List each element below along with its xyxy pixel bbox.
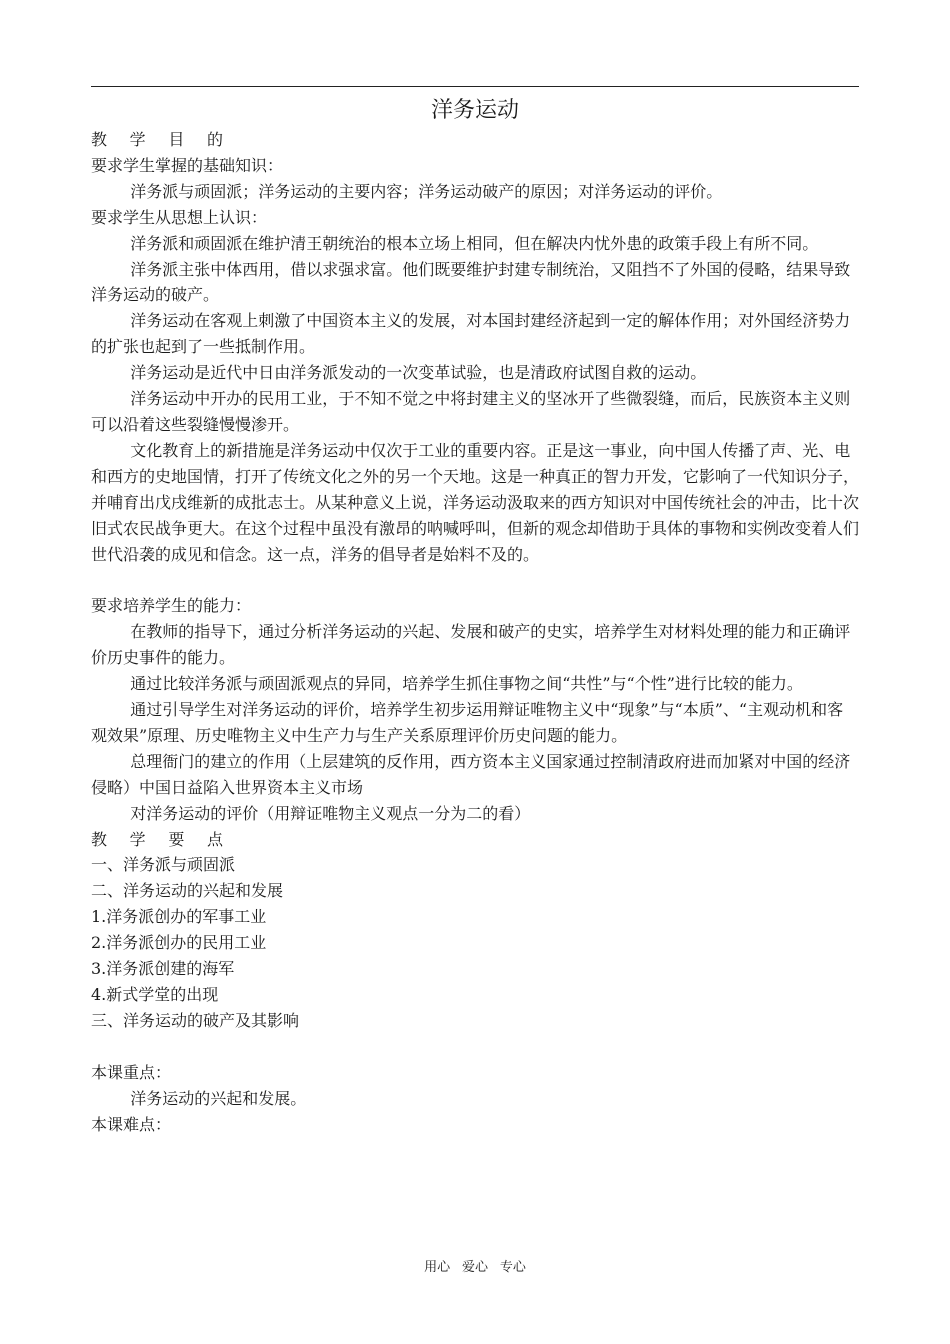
difficulty-heading: 本课难点：: [91, 1114, 172, 1134]
knowledge-heading: 要求学生掌握的基础知识：: [91, 155, 284, 175]
header-rule: [91, 86, 859, 87]
thought-paragraph: 文化教育上的新措施是洋务运动中仅次于工业的重要内容。正是这一事业，向中国人传播了声、光、电和西方的史地国情，打开了传统文化之外的另一个天地。这是一种真正的智力开发，它影响了一代知识分子，并哺育出戊戌维新的成批志士。从某种意义上说，洋务运动汲取来的西方知识对中国传统社会的冲击，比十次旧式农民战争更大。在这个过程中虽没有激昂的呐喊呼叫，但新的观念却借助于具体的事物和实例改变着人们世代沿袭的成见和信念。这一点，洋务的倡导者是始料不及的。: [91, 440, 860, 564]
point-item: 一、洋务派与顽固派: [91, 855, 236, 875]
paragraph-gap: [91, 1034, 859, 1060]
knowledge-text: 洋务派与顽固派；洋务运动的主要内容；洋务运动破产的原因；对洋务运动的评价。: [130, 181, 723, 201]
ability-paragraph: 通过引导学生对洋务运动的评价，培养学生初步运用辩证唯物主义中“现象”与“本质”、“主观动机和客观效果”原理、历史唯物主义中生产力与生产关系原理评价历史问题的能力。: [91, 700, 844, 745]
goals-heading: 教 学 目 的: [91, 130, 232, 149]
point-item: 4.新式学堂的出现: [91, 985, 219, 1004]
paragraph-gap: [91, 567, 859, 593]
thought-paragraph: 洋务派主张中体西用，借以求强求富。他们既要维护封建专制统治，又阻挡不了外国的侵略，结果导致洋务运动的破产。: [91, 259, 851, 305]
page-title: 洋务运动: [430, 98, 519, 123]
ability-heading: 要求培养学生的能力：: [91, 596, 252, 616]
document-body: [91, 127, 859, 1138]
key-heading: 本课重点：: [91, 1062, 172, 1082]
thought-heading: 要求学生从思想上认识：: [91, 207, 268, 227]
point-item: 二、洋务运动的兴起和发展: [91, 881, 284, 901]
ability-paragraph: 总理衙门的建立的作用（上层建筑的反作用，西方资本主义国家通过控制清政府进而加紧对中国的经济侵略）中国日益陷入世界资本主义市场: [91, 751, 851, 797]
thought-paragraph: 洋务运动中开办的民用工业，于不知不觉之中将封建主义的坚冰开了些微裂缝，而后，民族资本主义则可以沿着这些裂缝慢慢渗开。: [91, 389, 851, 434]
thought-paragraph: 洋务运动是近代中日由洋务派发动的一次变革试验，也是清政府试图自救的运动。: [130, 363, 707, 383]
page-footer: 用心 爱心 专心: [424, 1260, 526, 1275]
point-item: 2.洋务派创办的民用工业: [91, 933, 267, 953]
ability-paragraph: 在教师的指导下，通过分析洋务运动的兴起、发展和破产的史实，培养学生对材料处理的能力和正确评价历史事件的能力。: [91, 622, 851, 668]
thought-paragraph: 洋务派和顽固派在维护清王朝统治的根本立场上相同，但在解决内忧外患的政策手段上有所不同。: [130, 233, 819, 253]
ability-paragraph: 对洋务运动的评价（用辩证唯物主义观点一分为二的看）: [130, 803, 531, 823]
point-item: 1.洋务派创办的军事工业: [91, 907, 267, 927]
ability-paragraph: 通过比较洋务派与顽固派观点的异同，培养学生抓住事物之间“共性”与“个性”进行比较的能力。: [130, 674, 803, 694]
points-heading: 教 学 要 点: [91, 829, 232, 849]
point-item: 三、洋务运动的破产及其影响: [91, 1010, 300, 1030]
point-item: 3.洋务派创建的海军: [91, 959, 235, 979]
thought-paragraph: 洋务运动在客观上刺激了中国资本主义的发展，对本国封建经济起到一定的解体作用；对外国经济势力的扩张也起到了一些抵制作用。: [91, 311, 851, 357]
key-text: 洋务运动的兴起和发展。: [130, 1088, 307, 1108]
